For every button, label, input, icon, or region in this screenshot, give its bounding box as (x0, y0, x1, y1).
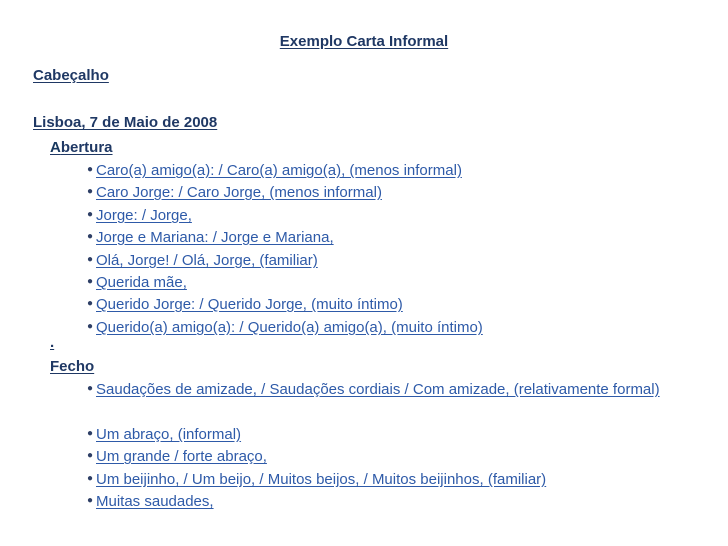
opening-label-rest: bertura (60, 139, 113, 156)
opening-item (87, 317, 483, 339)
date-line: Lisboa, 7 de Maio de 2008 (33, 114, 218, 131)
opening-item (87, 205, 192, 227)
closing-item (87, 379, 677, 401)
separator-dot: . (50, 334, 55, 351)
bullet-icon: ● (87, 186, 94, 198)
opening-item-text: Jorge: / Jorge, (96, 207, 192, 224)
opening-item-text: Querido Jorge: / Querido Jorge, (muito íntimo) (96, 296, 403, 313)
opening-item-text: Jorge e Mariana: / Jorge e Mariana, (96, 229, 334, 246)
bullet-icon: ● (87, 254, 94, 266)
bullet-icon: ● (87, 298, 94, 310)
opening-label (50, 139, 113, 156)
closing-item-text: Um grande / forte abraço, (96, 448, 267, 465)
bullet-icon: ● (87, 231, 94, 243)
closing-item (87, 469, 546, 491)
bullet-icon: ● (87, 209, 94, 221)
opening-item-text: Caro(a) amigo(a): / Caro(a) amigo(a), (menos informal) (96, 162, 462, 179)
bullet-icon: ● (87, 383, 94, 395)
header-label: Cabeçalho (33, 67, 109, 84)
opening-item (87, 250, 318, 272)
opening-item-text: Querida mãe, (96, 274, 187, 291)
opening-item-text: Caro Jorge: / Caro Jorge, (menos informal) (96, 184, 382, 201)
closing-item-text: Um beijinho, / Um beijo, / Muitos beijos, / Muitos beijinhos, (familiar) (96, 471, 547, 488)
opening-item-text: Olá, Jorge! / Olá, Jorge, (familiar) (96, 252, 318, 269)
opening-item (87, 182, 382, 204)
opening-item (87, 272, 187, 294)
closing-item-text: Um abraço, (informal) (96, 426, 242, 443)
bullet-icon: ● (87, 321, 94, 333)
closing-label: Fecho (50, 358, 95, 375)
bullet-icon: ● (87, 276, 94, 288)
closing-item-text: Saudações de amizade, / Saudações cordiais / Com amizade, (relativamente formal) (96, 381, 660, 398)
closing-item-text: Muitas saudades, (96, 493, 214, 510)
bullet-icon: ● (87, 495, 94, 507)
opening-item (87, 160, 462, 182)
bullet-icon: ● (87, 428, 94, 440)
closing-item (87, 424, 241, 446)
bullet-icon: ● (87, 164, 94, 176)
bullet-icon: ● (87, 450, 94, 462)
closing-item (87, 491, 214, 513)
document-title: Exemplo Carta Informal (279, 33, 449, 50)
opening-label-first-letter: A (50, 139, 61, 156)
opening-item (87, 294, 403, 316)
opening-item-text: Querido(a) amigo(a): / Querido(a) amigo(a), (muito íntimo) (96, 319, 483, 336)
opening-item (87, 227, 334, 249)
bullet-icon: ● (87, 473, 94, 485)
closing-item (87, 446, 267, 468)
